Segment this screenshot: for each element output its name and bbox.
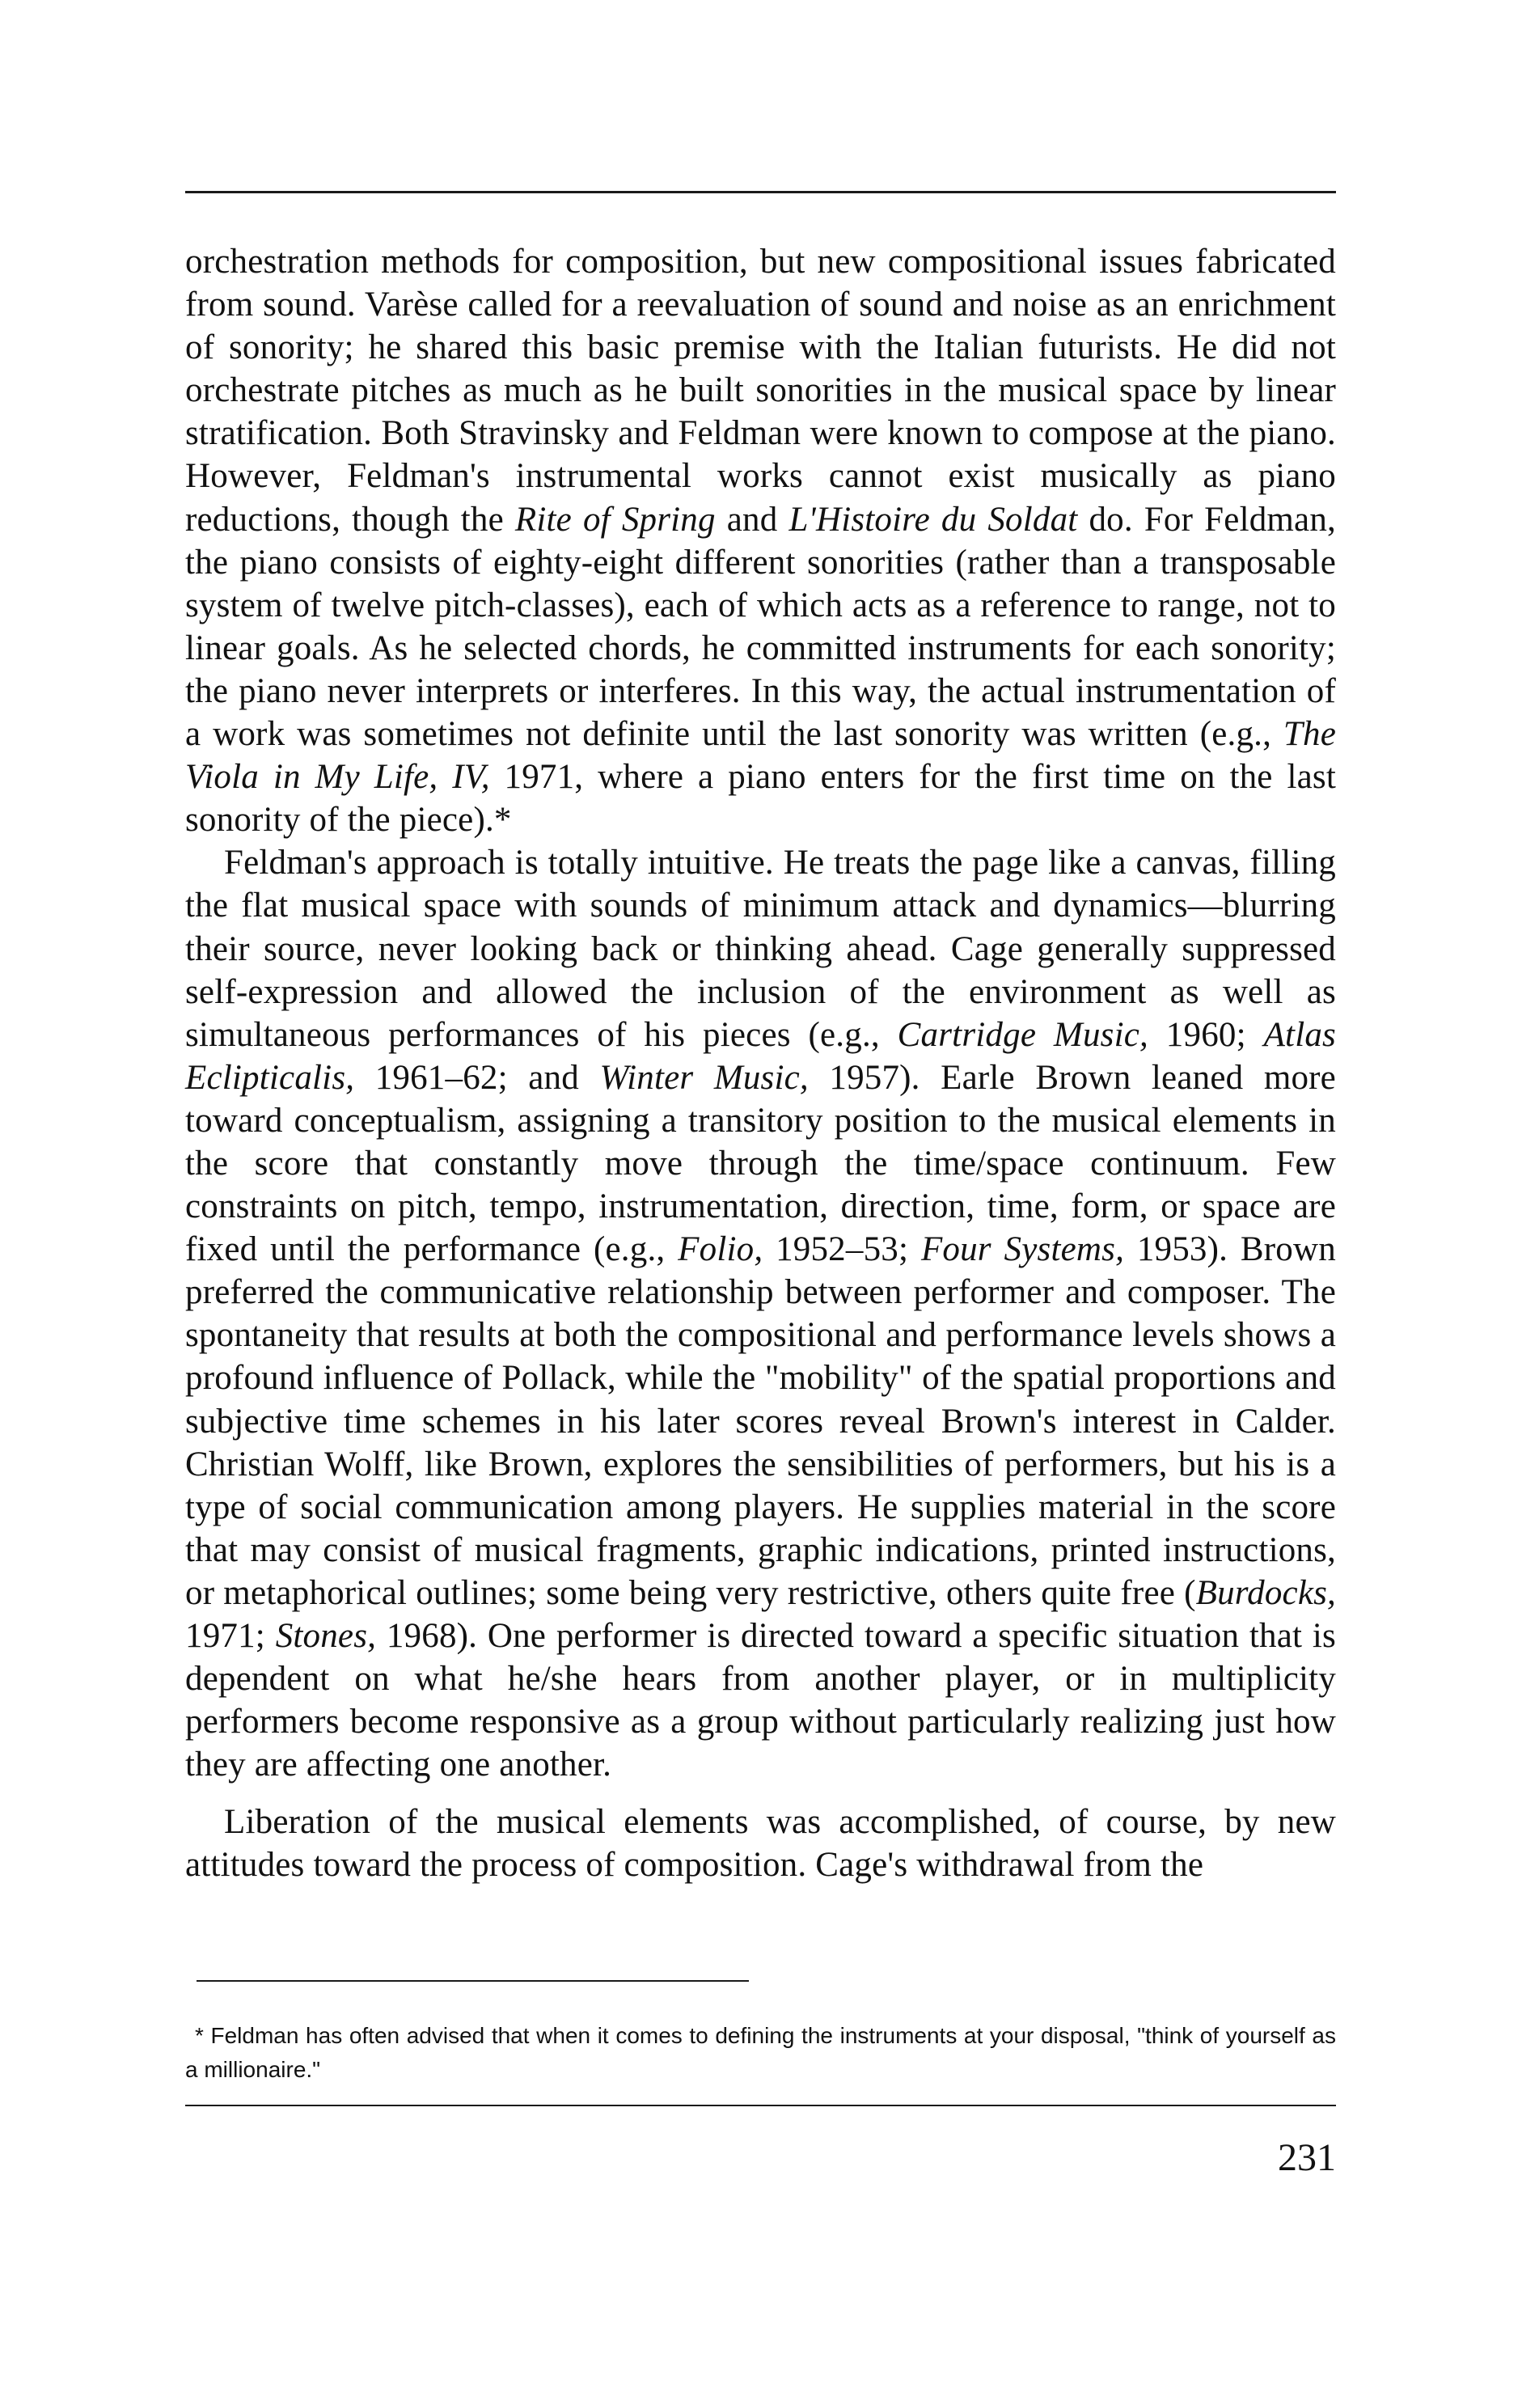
- text-run: 1961–62; and: [354, 1058, 600, 1097]
- text-run: and: [715, 500, 789, 539]
- text-run: do. For Feldman, the piano consists of eighty-eight different sonorities (rather than a transposable system of twelve pitch-classes), each of which acts as a reference to range, not to linear goals. As he selected chords, he committed instruments for each sonority; the piano never interprets or interferes. In this way, the actual instrumentation of a work was sometimes not definite until the last sonority was written (e.g.,: [185, 500, 1336, 754]
- text-run: 1968). One performer is directed toward a specific situation that is dependent on what he/she hears from another player, or in multiplicity performers become responsive as a group without particularly realizing just how they are affecting one another.: [185, 1617, 1336, 1784]
- paragraph-1: [185, 240, 1336, 841]
- italic-title: The Viola in My Life, IV,: [185, 715, 1336, 797]
- text-run: 1971;: [185, 1617, 276, 1655]
- body-text: [185, 240, 1336, 1887]
- page-number: 231: [1278, 2136, 1336, 2179]
- footnote-text: * Feldman has often advised that when it comes to defining the instruments at your disposal, "think of yourself as a millionaire.": [185, 2023, 1336, 2082]
- italic-title: Stones,: [275, 1617, 377, 1655]
- italic-title: Burdocks,: [1195, 1573, 1336, 1612]
- header-rule: [185, 191, 1336, 193]
- text-run: 1953). Brown preferred the communicative relationship between performer and composer. The spontaneity that results at both the compositional and performance levels shows a profound influence of Pollack, while the "mobility" of the spatial proportions and subjective time schemes in his later scores reveal Brown's interest in Calder. Christian Wolff, like Brown, explores the sensibilities of performers, but his is a type of social communication among players. He supplies material in the score that may consist of musical fragments, graphic indications, printed instructions, or metaphorical outlines; some being very restrictive, others quite free (: [185, 1230, 1336, 1612]
- text-run: 1960;: [1148, 1015, 1264, 1054]
- footer-rule: [185, 2105, 1336, 2106]
- text-run: 1971, where a piano enters for the first time on the last sonority of the piece).*: [185, 758, 1336, 840]
- text-run: orchestration methods for composition, but new compositional issues fabricated from sound. Varèse called for a reevaluation of sound and noise as an enrichment of sonority; he shared this basic premise with the Italian futurists. He did not orchestrate pitches as much as he built sonorities in the musical space by linear stratification. Both Stravinsky and Feldman were known to compose at the piano. However, Feldman's instrumental works cannot exist musically as piano reductions, though the: [185, 243, 1336, 539]
- paragraph-3: [185, 1801, 1336, 1886]
- italic-title: Four Systems,: [920, 1230, 1125, 1269]
- italic-title: Cartridge Music,: [897, 1015, 1148, 1054]
- italic-title: L'Histoire du Soldat: [788, 500, 1078, 539]
- text-run: Liberation of the musical elements was accomplished, of course, by new attitudes toward the process of composition. Cage's withdrawal from the: [185, 1803, 1336, 1885]
- footnote-rule: [197, 1980, 749, 1982]
- paragraph-2: [185, 841, 1336, 1786]
- text-run: Feldman's approach is totally intuitive. He treats the page like a canvas, filling the flat musical space with sounds of minimum attack and dynamics—blurring their source, never looking back or thinking ahead. Cage generally suppressed self-expression and allowed the inclusion of the environment as well as simultaneous performances of his pieces (e.g.,: [185, 844, 1336, 1054]
- italic-title: Folio,: [678, 1230, 763, 1269]
- italic-title: Rite of Spring: [514, 500, 716, 539]
- footnote: [185, 2019, 1336, 2087]
- italic-title: Winter Music,: [599, 1058, 809, 1097]
- italic-title: Atlas Eclipticalis,: [185, 1015, 1336, 1097]
- text-run: 1957). Earle Brown leaned more toward conceptualism, assigning a transitory position to the musical elements in the score that constantly move through the time/space continuum. Few constraints on pitch, tempo, instrumentation, direction, time, form, or space are fixed until the performance (e.g.,: [185, 1058, 1336, 1269]
- text-run: 1952–53;: [763, 1230, 921, 1269]
